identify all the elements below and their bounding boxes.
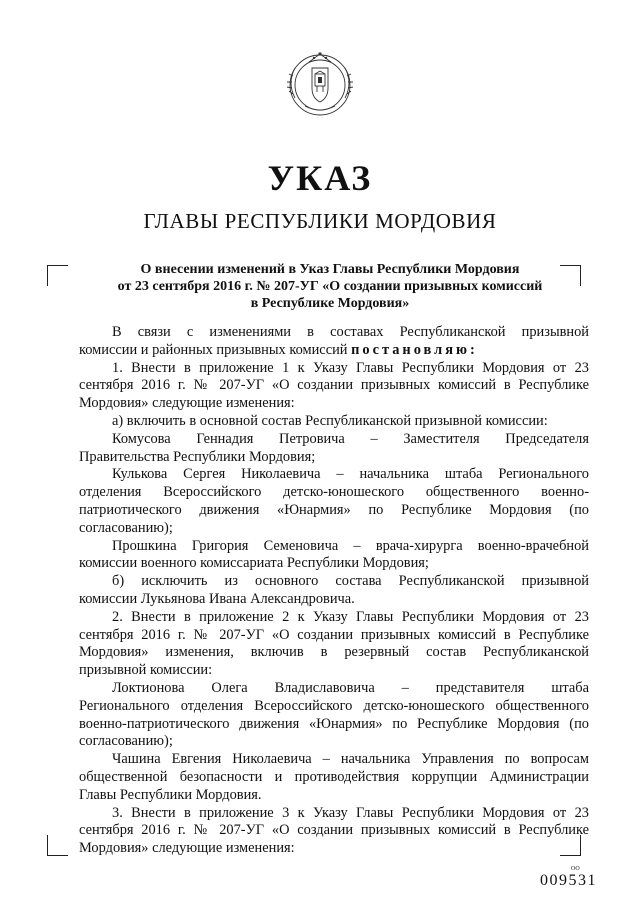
body-line	[79, 413, 589, 431]
body-line	[79, 324, 589, 342]
body-line-text: согласованию);	[79, 519, 173, 536]
body-line	[79, 466, 589, 484]
decree-verb: постановляю:	[351, 341, 478, 358]
body-line	[79, 805, 589, 823]
body-line	[79, 360, 589, 378]
body-line-text: Мордовия» следующие изменения:	[79, 395, 295, 412]
body-line-text: Мордовия» следующие изменения:	[79, 840, 295, 857]
body-line	[79, 822, 589, 840]
body-line-text: патриотического движения «Юнармия» по Республике Мордовия (по	[79, 501, 589, 518]
coat-of-arms-emblem	[281, 48, 359, 120]
body-line-text: Чашина Евгения Николаевича – начальника Управления по вопросам	[112, 751, 589, 768]
document-title: УКАЗ	[267, 158, 373, 198]
heading-line: от 23 сентября 2016 г. № 207-УГ «О создании призывных комиссий	[117, 279, 543, 294]
body-line-text: призывной комиссии:	[79, 662, 213, 679]
decree-heading	[80, 261, 580, 312]
body-line-text: 1. Внести в приложение 1 к Указу Главы Республики Мордовия от 23	[112, 359, 589, 376]
body-line	[79, 733, 589, 751]
body-line	[79, 520, 589, 538]
document-stamp-number: 009531	[540, 872, 597, 889]
body-line-text: Регионального отделения Всероссийского детско-юношеского общественного	[79, 697, 589, 714]
body-line	[79, 644, 589, 662]
body-line	[79, 627, 589, 645]
body-line	[79, 449, 589, 467]
body-line-text: сентября 2016 г. № 207-УГ «О создании призывных комиссий в Республике	[79, 626, 589, 643]
heading-line: в Республике Мордовия»	[250, 296, 410, 311]
body-line-text: Правительства Республики Мордовия;	[79, 448, 316, 465]
body-line	[79, 769, 589, 787]
body-line	[79, 431, 589, 449]
body-line-text: Локтионова Олега Владиславовича – представителя штаба	[112, 679, 589, 696]
body-line-text: общественной безопасности и противодействия коррупции Администрации	[79, 768, 589, 785]
heading-line: О внесении изменений в Указ Главы Республики Мордовия	[140, 262, 520, 277]
body-line	[79, 609, 589, 627]
body-line	[79, 787, 589, 805]
body-line-text: военно-патриотического движения «Юнармия» по Республике Мордовия (по	[79, 715, 589, 732]
body-line-text: б) исключить из основного состава Республиканской призывной	[112, 573, 589, 590]
body-line-text: согласованию);	[79, 733, 173, 750]
body-line	[79, 502, 589, 520]
body-line-text: комиссии и районных призывных комиссий	[79, 341, 352, 358]
body-line	[79, 662, 589, 680]
body-line-text: а) включить в основной состав Республиканской призывной комиссии:	[112, 412, 548, 429]
body-line-text: В связи с изменениями в составах Республиканской призывной	[112, 324, 589, 340]
body-line-text: Главы Республики Мордовия.	[79, 786, 262, 803]
body-line	[79, 698, 589, 716]
body-line	[79, 377, 589, 395]
body-line	[79, 751, 589, 769]
corner-bracket-bottom-left	[47, 835, 68, 856]
body-line	[79, 538, 589, 556]
body-line	[79, 591, 589, 609]
body-line-text: сентября 2016 г. № 207-УГ «О создании призывных комиссий в Республике	[79, 822, 589, 839]
body-line	[79, 395, 589, 413]
body-line	[79, 680, 589, 698]
body-line-text: Комусова Геннадия Петровича – Заместителя Председателя	[112, 430, 589, 447]
decree-body	[79, 324, 589, 858]
issuing-authority: ГЛАВЫ РЕСПУБЛИКИ МОРДОВИЯ	[143, 209, 497, 233]
body-line	[79, 555, 589, 573]
body-line-text: Прошкина Григория Семеновича – врача-хирурга военно-врачебной	[112, 537, 589, 554]
body-line-text: 2. Внести в приложение 2 к Указу Главы Республики Мордовия от 23	[112, 608, 589, 625]
body-line-text: Мордовия» изменения, включив в резервный состав Республиканской	[79, 644, 589, 661]
body-line	[79, 342, 589, 360]
body-line-text: комиссии Лукьянова Ивана Александровича.	[79, 590, 355, 607]
body-line	[79, 716, 589, 734]
body-line-text: отделения Всероссийского детско-юношеского общественного военно-	[79, 484, 589, 501]
stamp-mark: ОО	[571, 866, 580, 872]
body-line-text: комиссии военного комиссариата Республики Мордовия;	[79, 555, 429, 572]
body-line	[79, 840, 589, 858]
corner-bracket-top-left	[47, 265, 68, 286]
body-line	[79, 484, 589, 502]
body-line-text: Кулькова Сергея Николаевича – начальника штаба Регионального	[112, 466, 589, 483]
body-line-text: 3. Внести в приложение 3 к Указу Главы Республики Мордовия от 23	[112, 804, 589, 821]
body-line-text: сентября 2016 г. № 207-УГ «О создании призывных комиссий в Республике	[79, 377, 589, 394]
body-line	[79, 573, 589, 591]
